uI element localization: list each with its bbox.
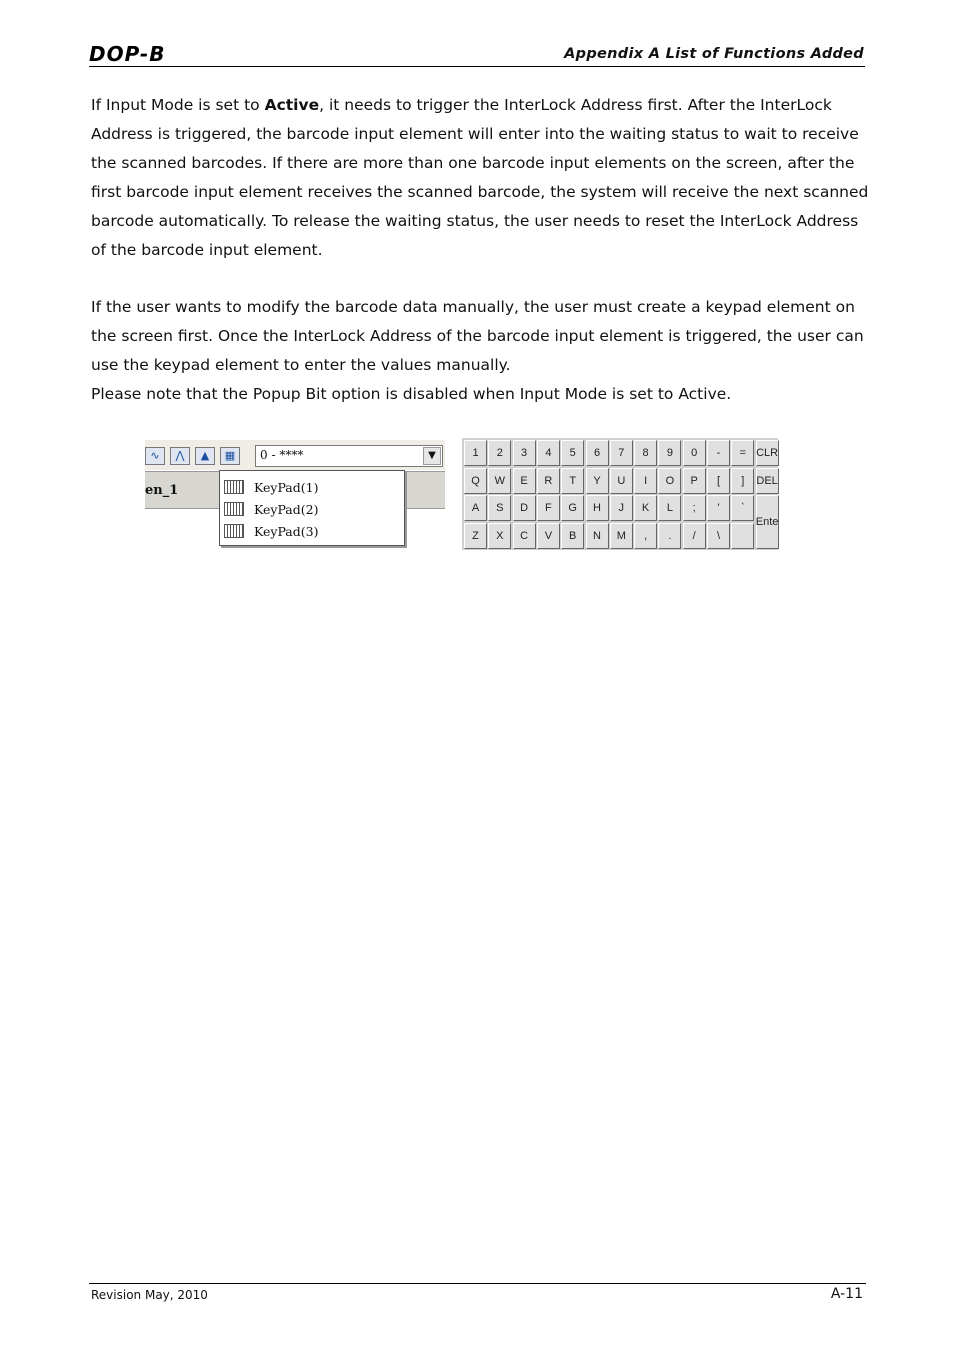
keypad-2-item[interactable] bbox=[224, 499, 318, 519]
key-`[interactable]: ` bbox=[731, 495, 754, 521]
key-6[interactable]: 6 bbox=[586, 440, 609, 466]
key-DEL[interactable]: DEL bbox=[756, 468, 779, 494]
key-J[interactable]: J bbox=[610, 495, 633, 521]
key-V[interactable]: V bbox=[537, 523, 560, 549]
combo-value: 0 - **** bbox=[260, 448, 304, 462]
paragraph-popup-note: Please note that the Popup Bit option is disabled when Input Mode is set to Active. bbox=[91, 385, 732, 403]
wave-icon[interactable]: ∿ bbox=[145, 447, 165, 465]
key-K[interactable]: K bbox=[634, 495, 657, 521]
key-3[interactable]: 3 bbox=[513, 440, 536, 466]
key-2[interactable]: 2 bbox=[488, 440, 511, 466]
keypad-dropdown bbox=[219, 470, 405, 546]
chevron-down-icon[interactable]: ▼ bbox=[423, 447, 441, 465]
key-D[interactable]: D bbox=[513, 495, 536, 521]
key-0[interactable]: 0 bbox=[683, 440, 706, 466]
key-7[interactable]: 7 bbox=[610, 440, 633, 466]
page-number: A-11 bbox=[830, 1286, 863, 1302]
key-W[interactable]: W bbox=[488, 468, 511, 494]
keypad-menu-screenshot bbox=[145, 440, 445, 546]
key-1[interactable]: 1 bbox=[464, 440, 487, 466]
key-X[interactable]: X bbox=[488, 523, 511, 549]
key-N[interactable]: N bbox=[586, 523, 609, 549]
keypad-icon bbox=[224, 502, 244, 516]
paragraph-keypad: If the user wants to modify the barcode data manually, the user must create a keypad element on the screen first. Once the InterLock Address of the barcode input element is triggered, the user can use the keypad element to enter the values manually. bbox=[91, 298, 864, 374]
key-P[interactable]: P bbox=[683, 468, 706, 494]
alarm-icon[interactable]: ▲ bbox=[195, 447, 215, 465]
key-Z[interactable]: Z bbox=[464, 523, 487, 549]
revision-date: Revision May, 2010 bbox=[91, 1288, 208, 1302]
keypad-icon bbox=[224, 480, 244, 494]
header-title: Appendix A List of Functions Added bbox=[564, 46, 864, 62]
key-.[interactable]: . bbox=[658, 523, 681, 549]
keypad-1-item[interactable] bbox=[224, 477, 318, 497]
key-enter[interactable]: Ente bbox=[756, 495, 779, 549]
keypad-3-label: KeyPad(3) bbox=[254, 523, 319, 539]
toolbar bbox=[145, 440, 445, 470]
element-combo[interactable] bbox=[255, 445, 443, 467]
keypad-3-item[interactable] bbox=[224, 521, 318, 541]
key-H[interactable]: H bbox=[586, 495, 609, 521]
key-8[interactable]: 8 bbox=[634, 440, 657, 466]
p1-text-start: If Input Mode is set to bbox=[91, 96, 265, 114]
key-9[interactable]: 9 bbox=[658, 440, 681, 466]
key-F[interactable]: F bbox=[537, 495, 560, 521]
p1-text-end: , it needs to trigger the InterLock Address first. After the InterLock Address is triggered, the barcode input element will enter into the waiting status to wait to receive the scanned barcodes. If there are more than one barcode input elements on the screen, after the first barcode input element receives the scanned barcode, the system will receive the next scanned barcode automatically. To release the waiting status, the user needs to reset the InterLock Address of the barcode input element. bbox=[91, 96, 869, 259]
key-\[interactable]: \ bbox=[707, 523, 730, 549]
key-Y[interactable]: Y bbox=[586, 468, 609, 494]
key-G[interactable]: G bbox=[561, 495, 584, 521]
key-T[interactable]: T bbox=[561, 468, 584, 494]
p1-bold-active: Active bbox=[264, 96, 320, 114]
key-R[interactable]: R bbox=[537, 468, 560, 494]
dop-b-logo: DOP-B bbox=[89, 42, 166, 66]
key-L[interactable]: L bbox=[658, 495, 681, 521]
key-E[interactable]: E bbox=[513, 468, 536, 494]
footer-rule bbox=[89, 1283, 866, 1284]
key-'[interactable]: ' bbox=[707, 495, 730, 521]
header-rule bbox=[89, 66, 865, 67]
key-B[interactable]: B bbox=[561, 523, 584, 549]
keypad-icon[interactable]: ▦ bbox=[220, 447, 240, 465]
key-O[interactable]: O bbox=[658, 468, 681, 494]
key-/[interactable]: / bbox=[683, 523, 706, 549]
key-A[interactable]: A bbox=[464, 495, 487, 521]
trend-icon[interactable]: ⋀ bbox=[170, 447, 190, 465]
key-[[interactable]: [ bbox=[707, 468, 730, 494]
key-4[interactable]: 4 bbox=[537, 440, 560, 466]
keypad-icon bbox=[224, 524, 244, 538]
key-C[interactable]: C bbox=[513, 523, 536, 549]
key-5[interactable]: 5 bbox=[561, 440, 584, 466]
key-U[interactable]: U bbox=[610, 468, 633, 494]
key-=[interactable]: = bbox=[731, 440, 754, 466]
key-M[interactable]: M bbox=[610, 523, 633, 549]
key-I[interactable]: I bbox=[634, 468, 657, 494]
key-][interactable]: ] bbox=[731, 468, 754, 494]
key-;[interactable]: ; bbox=[683, 495, 706, 521]
key-CLR[interactable]: CLR bbox=[756, 440, 779, 466]
key-blank[interactable] bbox=[731, 523, 754, 549]
paragraph-active-mode bbox=[91, 91, 871, 265]
key-Q[interactable]: Q bbox=[464, 468, 487, 494]
key-,[interactable]: , bbox=[634, 523, 657, 549]
keypad-2-label: KeyPad(2) bbox=[254, 501, 319, 517]
key-S[interactable]: S bbox=[488, 495, 511, 521]
keypad-screenshot bbox=[462, 438, 778, 550]
screen-tab-label: en_1 bbox=[145, 483, 179, 498]
keypad-1-label: KeyPad(1) bbox=[254, 479, 319, 495]
key--[interactable]: - bbox=[707, 440, 730, 466]
